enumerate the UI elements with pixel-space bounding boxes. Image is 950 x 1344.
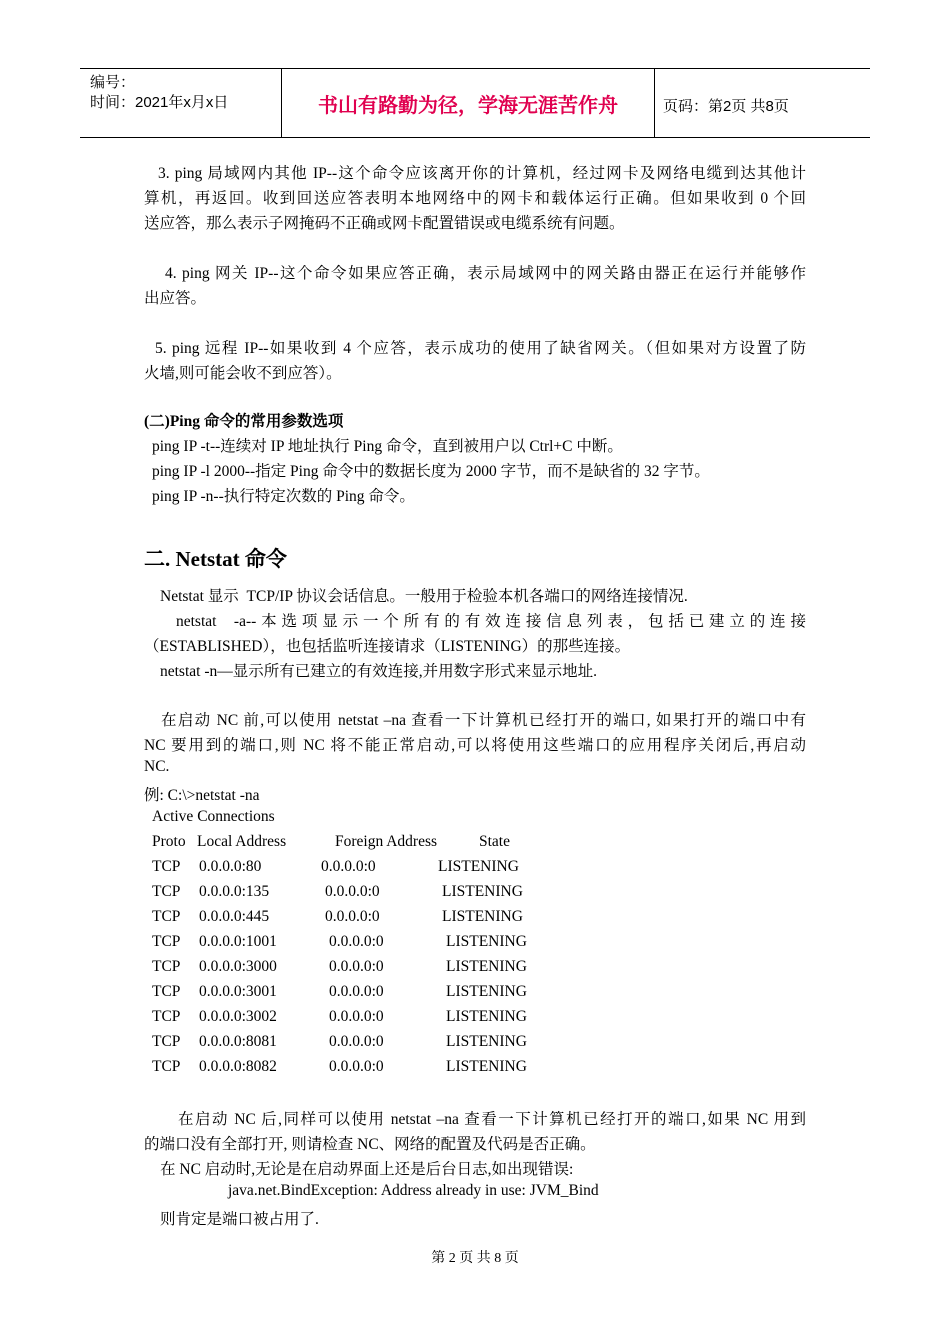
cell-local: 0.0.0.0:8082 [199,1058,277,1075]
cell-state: LISTENING [446,1008,527,1025]
cell-local: 0.0.0.0:1001 [199,933,277,950]
doc-number-label: 编号： [90,74,136,91]
cell-local: 0.0.0.0:80 [199,858,262,875]
cell-foreign: 0.0.0.0:0 [329,933,384,950]
netstat-a-line2: （ESTABLISHED），也包括监听连接请求（LISTENING）的那些连接。 [144,638,631,655]
netstat-heading: 二. Netstat 命令 [144,547,287,571]
cell-proto: TCP [152,908,181,925]
cell-state: LISTENING [446,983,527,1000]
col-header-proto: Proto [152,833,186,850]
error-intro: 在 NC 启动时,无论是在启动界面上还是后台日志,如出现错误: [160,1161,574,1178]
netstat-n-line: netstat -n—显示所有已建立的有效连接,并用数字形式来显示地址. [160,663,597,680]
after-nc-line2: 的端口没有全部打开, 则请检查 NC、网络的配置及代码是否正确。 [144,1136,596,1153]
netstat-a-line1: netstat -a--本选项显示一个所有的有效连接信息列表，包括已建立的连接 [176,613,806,630]
cell-proto: TCP [152,983,181,1000]
header-page-label: 页码：第2页 共8页 [663,98,789,115]
cell-proto: TCP [152,933,181,950]
cell-foreign: 0.0.0.0:0 [329,1033,384,1050]
active-connections-title: Active Connections [152,808,275,825]
cell-proto: TCP [152,958,181,975]
error-message: java.net.BindException: Address already in use: JVM_Bind [228,1182,599,1199]
ping-option-item: ping IP -n--执行特定次数的 Ping 命令。 [152,488,415,505]
header-motto-cell [281,69,655,137]
ping-option-item: ping IP -l 2000--指定 Ping 命令中的数据长度为 2000 字节，而不是缺省的 32 字节。 [152,463,710,480]
cell-proto: TCP [152,883,181,900]
cell-state: LISTENING [446,958,527,975]
cell-local: 0.0.0.0:3001 [199,983,277,1000]
cell-foreign: 0.0.0.0:0 [329,1058,384,1075]
cell-proto: TCP [152,1033,181,1050]
conclusion-line: 则肯定是端口被占用了. [160,1211,319,1228]
header-page-cell [655,69,870,137]
cell-state: LISTENING [442,883,523,900]
netstat-intro: Netstat 显示 TCP/IP 协议会话信息。一般用于检验本机各端口的网络连接情况. [160,588,688,605]
cell-local: 0.0.0.0:135 [199,883,270,900]
header-meta-cell [80,69,280,137]
cell-local: 0.0.0.0:8081 [199,1033,277,1050]
nc-para-line2: NC 要用到的端口,则 NC 将不能正常启动,可以将使用这些端口的应用程序关闭后,再启动 [144,737,806,754]
cell-foreign: 0.0.0.0:0 [329,983,384,1000]
cell-state: LISTENING [446,1033,527,1050]
para3-line3: 送应答，那么表示子网掩码不正确或网卡配置错误或电缆系统有问题。 [144,215,625,232]
ping-option-item: ping IP -t--连续对 IP 地址执行 Ping 命令，直到被用户以 Ctrl+C 中断。 [152,438,623,455]
doc-time-label: 时间：2021年x月x日 [90,94,229,111]
nc-para-line3: NC. [144,758,170,775]
cell-local: 0.0.0.0:3002 [199,1008,277,1025]
cell-state: LISTENING [446,933,527,950]
nc-para-line1: 在启动 NC 前,可以使用 netstat –na 查看一下计算机已经打开的端口, 如果打开的端口中有 [161,712,806,729]
cell-proto: TCP [152,858,181,875]
cell-state: LISTENING [442,908,523,925]
para5-line2: 火墙,则可能会收不到应答）。 [144,365,342,382]
cell-foreign: 0.0.0.0:0 [325,908,380,925]
after-nc-line1: 在启动 NC 后,同样可以使用 netstat –na 查看一下计算机已经打开的端口,如果 NC 用到 [178,1111,806,1128]
para4-line1: 4. ping 网关 IP--这个命令如果应答正确，表示局域网中的网关路由器正在运行并能够作 [165,265,806,282]
para4-line2: 出应答。 [144,290,207,307]
cell-foreign: 0.0.0.0:0 [329,1008,384,1025]
page-header [80,68,870,138]
para3-line2: 算机，再返回。收到回送应答表明本地网络中的网卡和载体运行正确。但如果收到 0 个回 [144,190,806,207]
cell-state: LISTENING [438,858,519,875]
cell-proto: TCP [152,1058,181,1075]
col-header-state: State [479,833,510,850]
cell-proto: TCP [152,1008,181,1025]
para5-line1: 5. ping 远程 IP--如果收到 4 个应答，表示成功的使用了缺省网关。（但如果对方设置了防 [155,340,806,357]
cell-local: 0.0.0.0:3000 [199,958,277,975]
ping-options-heading: (二)Ping 命令的常用参数选项 [144,413,344,430]
header-motto: 书山有路勤为径，学海无涯苦作舟 [318,93,618,117]
cell-state: LISTENING [446,1058,527,1075]
example-command: 例: C:\>netstat -na [144,787,260,804]
cell-foreign: 0.0.0.0:0 [325,883,380,900]
cell-local: 0.0.0.0:445 [199,908,270,925]
cell-foreign: 0.0.0.0:0 [321,858,376,875]
cell-foreign: 0.0.0.0:0 [329,958,384,975]
page-footer: 第 2 页 共 8 页 [431,1251,519,1266]
para3-line1: 3. ping 局域网内其他 IP--这个命令应该离开你的计算机，经过网卡及网络电缆到达其他计 [158,165,806,182]
col-header-local: Local Address [197,833,287,850]
col-header-foreign: Foreign Address [335,833,438,850]
